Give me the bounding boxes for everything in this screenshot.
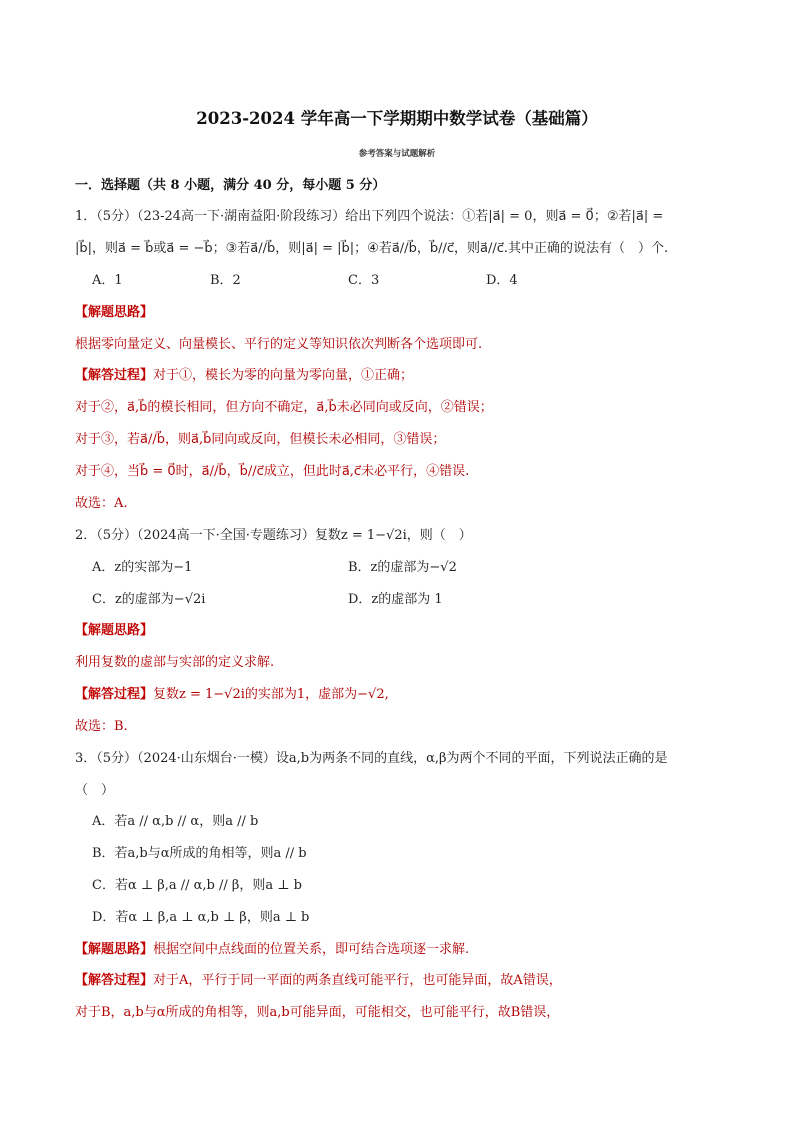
q2-option-c: C．z的虚部为−√2i: [92, 592, 206, 607]
q1-process-line2: 对于②，a⃗,b⃗的模长相同，但方向不确定，a⃗,b⃗未必同向或反向，②错误；: [75, 400, 493, 415]
q1-think-label: 【解题思路】: [75, 305, 154, 320]
q2-process-text: 复数z = 1−√2i的实部为1，虚部为−√2,: [153, 687, 389, 702]
q1-option-d: D．4: [486, 273, 518, 288]
q3-line1: 3．（5分）（2024·山东烟台·一模）设a,b为两条不同的直线，α,β为两个不同的平面，下列说法正确的是: [75, 751, 668, 766]
q2-option-b: B．z的虚部为−√2: [348, 560, 457, 575]
q2-answer: 故选：B.: [75, 719, 128, 734]
q3-option-a: A．若a // α,b // α，则a // b: [92, 814, 259, 829]
page-title: 2023-2024 学年高一下学期期中数学试卷（基础篇）: [196, 109, 598, 128]
q3-process-text-1: 对于A，平行于同一平面的两条直线可能平行，也可能异面，故A错误，: [153, 973, 562, 988]
q2-option-a: A．z的实部为−1: [92, 560, 193, 575]
q3-option-c: C．若α ⊥ β,a // α,b // β，则a ⊥ b: [92, 878, 302, 893]
q1-process-line1: [75, 367, 413, 385]
q1-process-label: 【解答过程】: [75, 368, 154, 383]
q3-line2: （ ）: [75, 783, 115, 798]
q2-think-text: 利用复数的虚部与实部的定义求解.: [75, 655, 275, 670]
q2-line1: 2．（5分）（2024高一下·全国·专题练习）复数z = 1−√2i，则（ ）: [75, 528, 472, 543]
q3-process-label: 【解答过程】: [75, 973, 154, 988]
q2-think-label: 【解题思路】: [75, 623, 154, 638]
q3-option-d: D．若α ⊥ β,a ⊥ α,b ⊥ β，则a ⊥ b: [92, 910, 310, 925]
q2-option-d: D．z的虚部为 1: [348, 592, 443, 607]
q1-answer: 故选：A.: [75, 496, 128, 511]
q3-process-line1: [75, 972, 562, 990]
q1-process-line3: 对于③，若a⃗//b⃗，则a⃗,b⃗同向或反向，但模长未必相同，③错误；: [75, 432, 446, 447]
page-subtitle: 参考答案与试题解析: [358, 149, 436, 159]
q3-think-label: 【解题思路】: [75, 942, 154, 957]
q1-line2: |b⃗|，则a⃗ = b⃗或a⃗ = −b⃗；③若a⃗//b⃗，则|a⃗| = |b⃗|；④若a⃗//b⃗，b⃗//c⃗，则a⃗//c⃗.其中正确的说法有（ ）个.: [75, 241, 669, 256]
q1-process-line4: 对于④，当b⃗ = 0⃗时，a⃗//b⃗，b⃗//c⃗成立，但此时a⃗,c⃗未必平行，④错误.: [75, 464, 470, 479]
q1-option-c: C．3: [348, 273, 380, 288]
q2-process-line: [75, 686, 389, 704]
section-heading: 一．选择题（共 8 小题，满分 40 分，每小题 5 分）: [75, 178, 386, 193]
q3-process-line2: 对于B，a,b与α所成的角相等，则a,b可能异面，可能相交，也可能平行，故B错误，: [75, 1005, 560, 1020]
q2-process-label: 【解答过程】: [75, 687, 154, 702]
q3-think-text: 根据空间中点线面的位置关系，即可结合选项逐一求解.: [153, 942, 470, 957]
q3-option-b: B．若a,b与α所成的角相等，则a // b: [92, 846, 307, 861]
q1-option-b: B．2: [210, 273, 241, 288]
q1-line1: 1．（5分）（23-24高一下·湖南益阳·阶段练习）给出下列四个说法：①若|a⃗| = 0，则a⃗ = 0⃗；②若|a⃗| =: [75, 209, 664, 224]
q1-think-text: 根据零向量定义、向量模长、平行的定义等知识依次判断各个选项即可.: [75, 337, 483, 352]
q1-process-text-1: 对于①，模长为零的向量为零向量，①正确；: [153, 368, 414, 383]
q3-think-line: [75, 941, 469, 959]
q1-option-a: A．1: [92, 273, 123, 288]
